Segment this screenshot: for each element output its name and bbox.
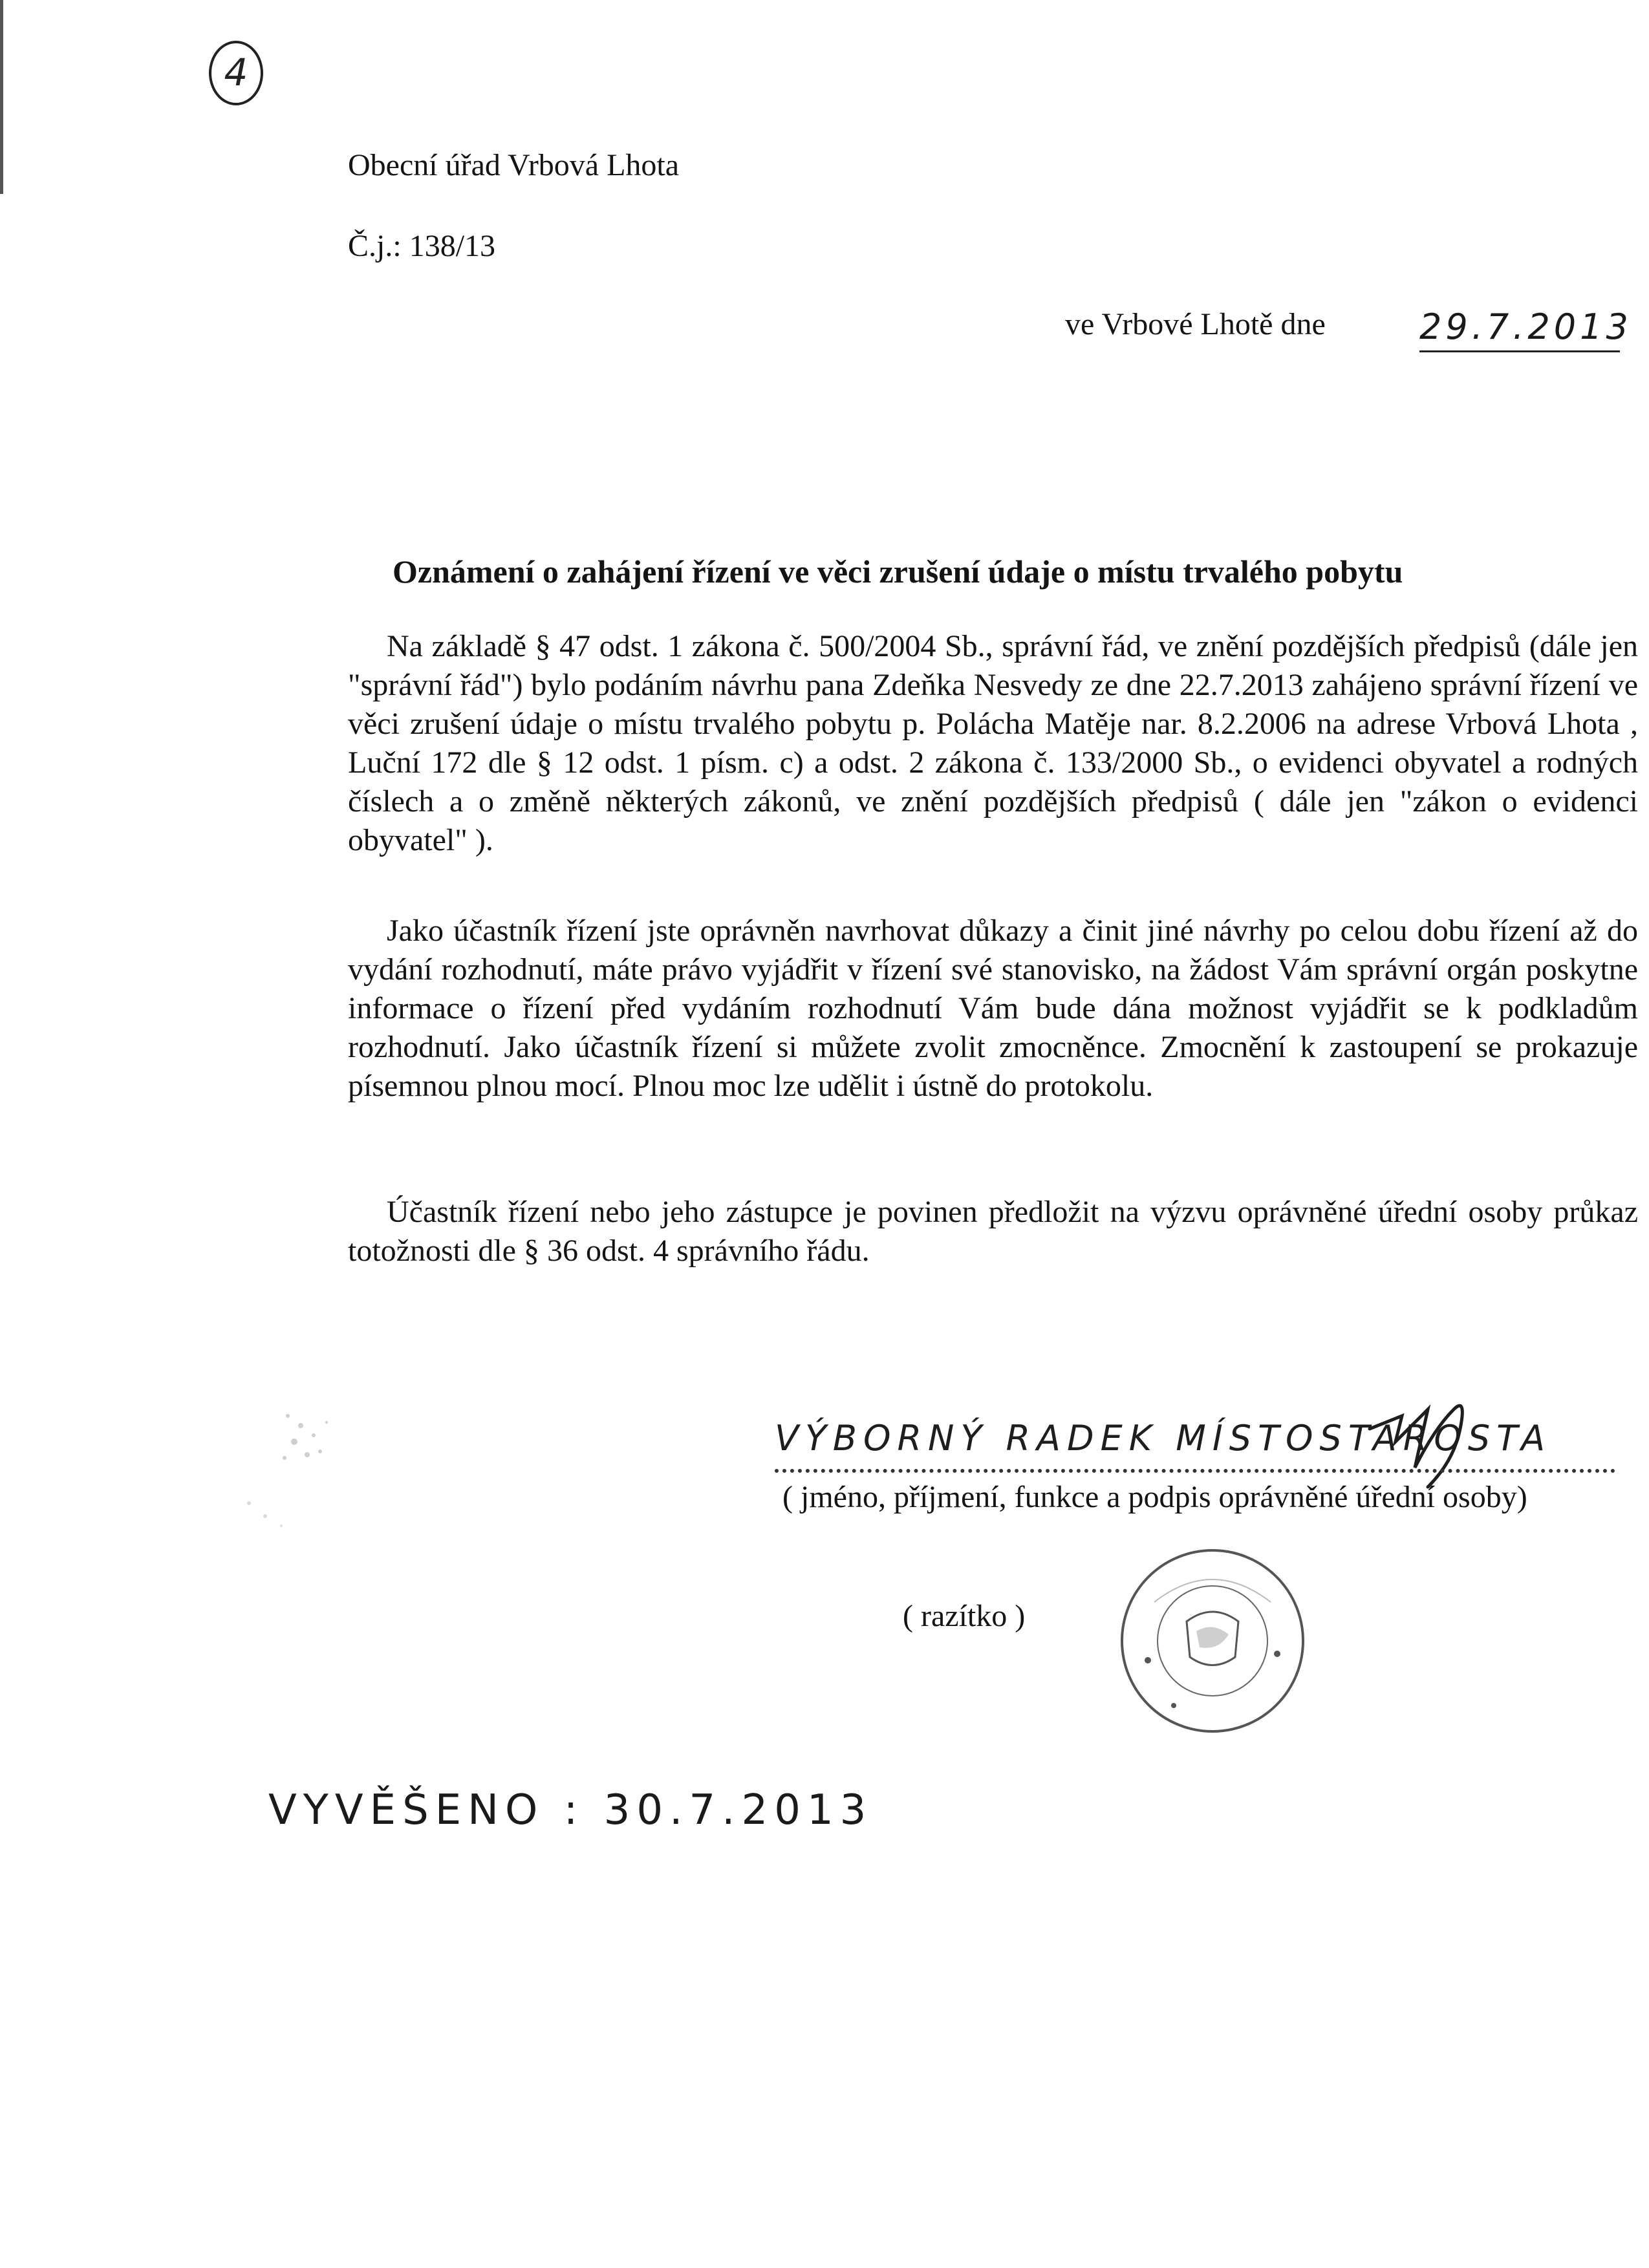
handwritten-date: 29.7.2013	[1419, 304, 1620, 352]
posted-date-note: VYVĚŠENO : 30.7.2013	[268, 1786, 873, 1834]
paragraph-identity: Účastník řízení nebo jeho zástupce je povinen předložit na výzvu oprávněné úřední osoby průkaz totožnosti dle § 36 odst. 4 správního řádu.	[348, 1195, 1638, 1268]
stamp-label: ( razítko )	[903, 1599, 1026, 1633]
scan-smudge-small	[236, 1490, 294, 1542]
scan-smudge	[268, 1396, 346, 1474]
scan-edge	[0, 0, 3, 194]
page-number-marker	[206, 37, 266, 109]
signature-name: VÝBORNÝ RADEK MÍSTOSTAROSTA	[775, 1418, 1552, 1459]
date-label: ve Vrbové Lhotě dne	[1065, 307, 1326, 341]
official-stamp	[1116, 1544, 1310, 1738]
signature-line	[775, 1469, 1615, 1473]
office-name: Obecní úřad Vrbová Lhota	[348, 148, 680, 182]
document-title: Oznámení o zahájení řízení ve věci zrušení údaje o místu trvalého pobytu	[393, 553, 1403, 590]
paragraph-rights: Jako účastník řízení jste oprávněn navrhovat důkazy a činit jiné návrhy po celou dobu řízení až do vydání rozhodnutí, máte právo vyjádřit v řízení své stanovisko, na žádost Vám správní orgán poskytne informace o řízení před vydáním rozhodnutí Vám bude dána možnost vyjádřit se k podkladům rozhodnutí. Jako účastník řízení si můžete zvolit zmocněnce. Zmocnění k zastoupení se prokazuje písemnou plnou mocí. Plnou moc lze udělit i ústně do protokolu.	[348, 914, 1638, 1103]
signature-caption: ( jméno, příjmení, funkce a podpis oprávněné úřední osoby)	[782, 1480, 1527, 1514]
page-number-text: 4	[224, 50, 248, 94]
reference-number: Č.j.: 138/13	[348, 229, 496, 263]
paragraph-initiation: Na základě § 47 odst. 1 zákona č. 500/2004 Sb., správní řád, ve znění pozdějších předpisů (dále jen "správní řád") bylo podáním návrhu pana Zdeňka Nesvedy ze dne 22.7.2013 zahájeno správní řízení ve věci zrušení údaje o místu trvalého pobytu p. Polácha Matěje nar. 8.2.2006 na adrese Vrbová Lhota , Luční 172 dle § 12 odst. 1 písm. c) a odst. 2 zákona č. 133/2000 Sb., o evidenci obyvatel a rodných číslech a o změně některých zákonů, ve znění pozdějších předpisů ( dále jen "zákon o evidenci obyvatel" ).	[348, 629, 1638, 857]
